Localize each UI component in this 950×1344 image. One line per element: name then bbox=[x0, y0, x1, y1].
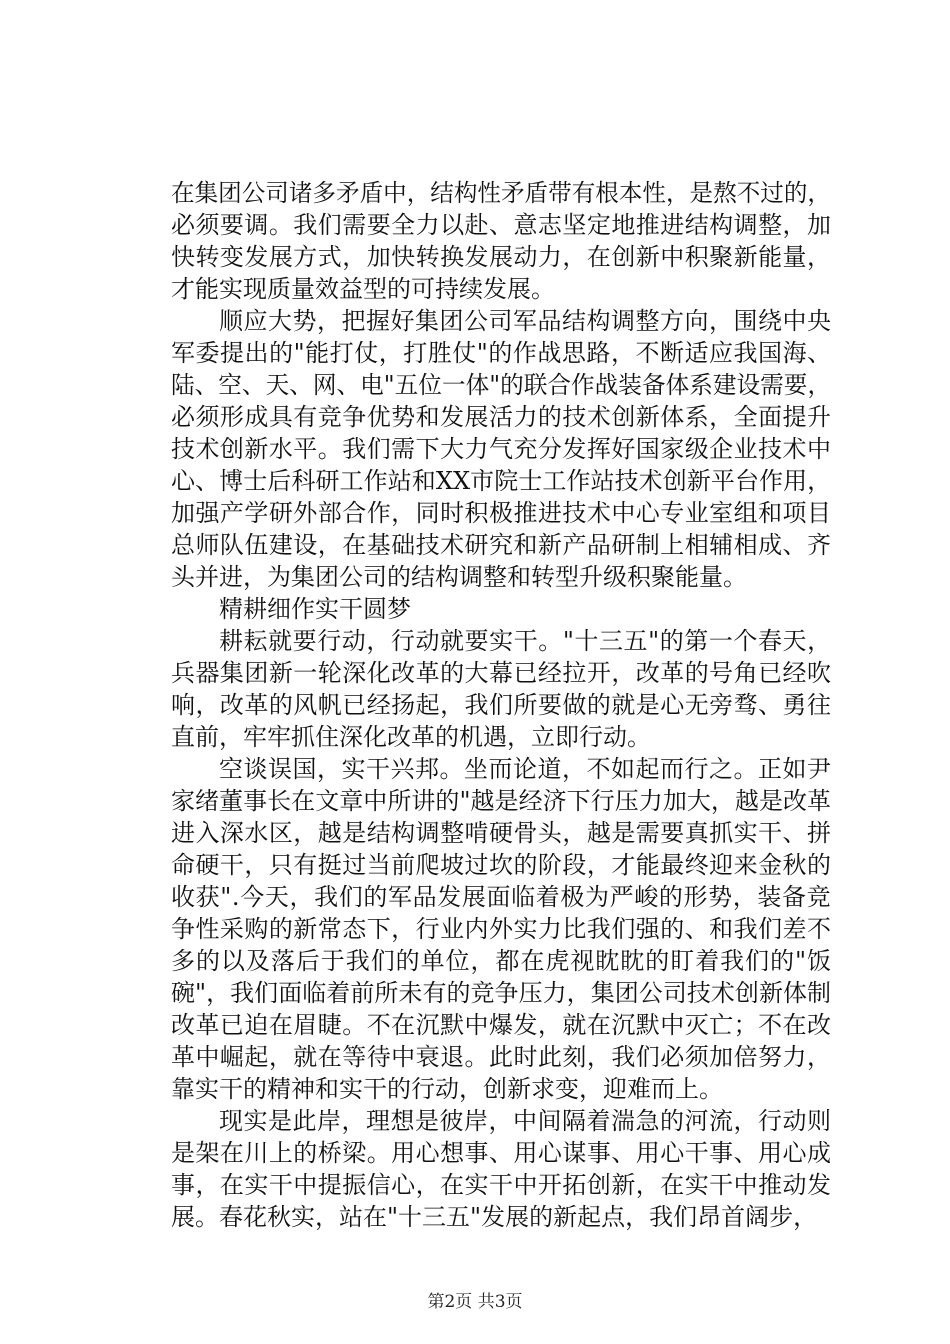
text-line: 快转变发展方式，加快转换发展动力，在创新中积聚新能量， bbox=[171, 243, 832, 271]
text-line: 多的以及落后于我们的单位，都在虎视眈眈的盯着我们的"饭 bbox=[171, 947, 833, 975]
page-footer: 第2页 共3页 bbox=[427, 1292, 523, 1312]
text-line: 争性采购的新常态下，行业内外实力比我们强的、和我们差不 bbox=[171, 915, 832, 943]
text-line: 必须要调。我们需要全力以赴、意志坚定地推进结构调整，加 bbox=[171, 211, 832, 239]
text-line: 展。春花秋实，站在"十三五"发展的新起点，我们昂首阔步， bbox=[171, 1203, 818, 1231]
text-line: 耕耘就要行动，行动就要实干。"十三五"的第一个春天， bbox=[219, 627, 832, 655]
text-line: 家绪董事长在文章中所讲的"越是经济下行压力加大，越是改革 bbox=[171, 787, 832, 815]
text-line: 直前，牢牢抓住深化改革的机遇，立即行动。 bbox=[171, 723, 651, 751]
text-line: 在集团公司诸多矛盾中，结构性矛盾带有根本性，是熬不过的， bbox=[171, 179, 831, 207]
text-line: 必须形成具有竞争优势和发展活力的技术创新体系，全面提升 bbox=[171, 403, 832, 431]
text-line: 进入深水区，越是结构调整啃硬骨头，越是需要真抓实干、拼 bbox=[171, 819, 832, 847]
text-line: 心、博士后科研工作站和XX市院士工作站技术创新平台作用， bbox=[171, 467, 832, 495]
text-line: 陆、空、天、网、电"五位一体"的联合作战装备体系建设需要， bbox=[171, 371, 832, 399]
text-line: 是架在川上的桥梁。用心想事、用心谋事、用心干事、用心成 bbox=[171, 1139, 832, 1167]
text-line: 兵器集团新一轮深化改革的大幕已经拉开，改革的号角已经吹 bbox=[171, 659, 832, 687]
text-line: 革中崛起，就在等待中衰退。此时此刻，我们必须加倍努力， bbox=[171, 1043, 832, 1071]
text-line: 改革已迫在眉睫。不在沉默中爆发，就在沉默中灭亡；不在改 bbox=[171, 1011, 832, 1039]
text-line: 才能实现质量效益型的可持续发展。 bbox=[171, 275, 555, 303]
text-line: 响，改革的风帆已经扬起，我们所要做的就是心无旁骛、勇往 bbox=[171, 691, 832, 719]
text-line: 现实是此岸，理想是彼岸，中间隔着湍急的河流，行动则 bbox=[219, 1107, 832, 1135]
text-line: 技术创新水平。我们需下大力气充分发挥好国家级企业技术中 bbox=[171, 435, 832, 463]
text-line: 军委提出的"能打仗，打胜仗"的作战思路，不断适应我国海、 bbox=[171, 339, 832, 367]
text-line: 精耕细作实干圆梦 bbox=[219, 595, 411, 623]
text-line: 头并进，为集团公司的结构调整和转型升级积聚能量。 bbox=[171, 563, 747, 591]
text-line: 碗"，我们面临着前所未有的竞争压力，集团公司技术创新体制 bbox=[171, 979, 832, 1007]
text-line: 命硬干，只有挺过当前爬坡过坎的阶段，才能最终迎来金秋的 bbox=[171, 851, 832, 879]
text-line: 空谈误国，实干兴邦。坐而论道，不如起而行之。正如尹 bbox=[219, 755, 832, 783]
text-line: 事，在实干中提振信心，在实干中开拓创新，在实干中推动发 bbox=[171, 1171, 832, 1199]
text-line: 收获".今天，我们的军品发展面临着极为严峻的形势，装备竞 bbox=[171, 883, 832, 911]
text-line: 加强产学研外部合作，同时积极推进技术中心专业室组和项目 bbox=[171, 499, 832, 527]
text-line: 顺应大势，把握好集团公司军品结构调整方向，围绕中央 bbox=[219, 307, 832, 335]
text-line: 靠实干的精神和实干的行动，创新求变，迎难而上。 bbox=[171, 1075, 723, 1103]
text-line: 总师队伍建设，在基础技术研究和新产品研制上相辅相成、齐 bbox=[171, 531, 832, 559]
